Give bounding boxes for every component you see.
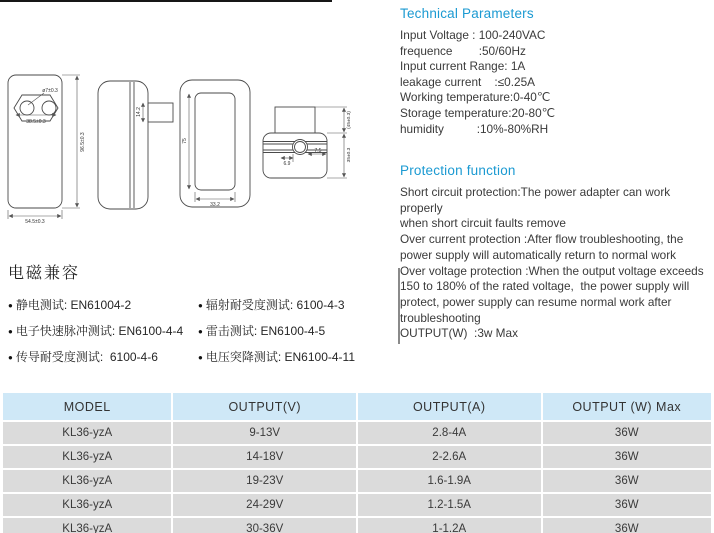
bullet-icon: ● — [8, 352, 13, 362]
protection-line: Short circuit protection:The power adapter can work properly — [400, 185, 674, 215]
dim-inner-width: 33.2 — [210, 202, 220, 208]
top-border-line — [0, 0, 332, 2]
protection-line: when short circuit faults remove — [400, 216, 566, 231]
cell-model: KL36-yzA — [3, 470, 171, 492]
col-header-output-w: OUTPUT (W) Max — [543, 393, 712, 420]
dim-pin-diameter: ø7±0.3 — [42, 88, 58, 94]
param-frequency: frequence :50/60Hz — [400, 43, 526, 58]
emc-test-voltage-dip — [198, 348, 398, 365]
adapter-technical-drawings — [0, 55, 360, 255]
cell-output-a: 1.6-1.9A — [358, 470, 541, 492]
cell-output-a: 1.2-1.5A — [358, 494, 541, 516]
protection-line: power supply will automatically return to normal work — [400, 247, 677, 262]
bullet-icon: ● — [198, 352, 203, 362]
output-spec-table — [1, 391, 713, 533]
drawing-back-view — [180, 80, 250, 207]
cell-output-w: 36W — [543, 446, 712, 468]
protection-output-max: OUTPUT(W) :3w Max — [400, 326, 518, 341]
emc-test-label: 电子快速脉冲测试: EN6100-4-4 — [15, 324, 184, 338]
protection-line: troubleshooting — [400, 310, 481, 325]
table-row — [3, 446, 711, 468]
bullet-icon: ● — [8, 300, 13, 310]
dim-inner-height: 75 — [182, 138, 188, 144]
param-leakage-current: leakage current :≤0.25A — [400, 74, 536, 89]
col-header-output-v: OUTPUT(V) — [173, 393, 356, 420]
dim-pin-span: 38.5±0.3 — [26, 119, 46, 125]
cell-output-v: 30-36V — [173, 518, 356, 533]
param-working-temperature: Working temperature:0-40℃ — [400, 90, 551, 105]
emc-test-radiated-immunity — [198, 296, 398, 313]
dim-jack-left: 6.9 — [283, 161, 291, 167]
emc-test-label: 辐射耐受度测试: 6100-4-3 — [205, 298, 345, 312]
cell-output-a: 1-1.2A — [358, 518, 541, 533]
technical-parameters-section — [400, 6, 712, 137]
technical-parameters-title: Technical Parameters — [400, 6, 534, 21]
param-storage-temperature: Storage temperature:20-80℃ — [400, 105, 555, 120]
dim-body-height: 96.5±0.3 — [80, 132, 86, 152]
dim-blade-width: 14.2 — [136, 107, 142, 117]
table-header-row — [3, 393, 711, 420]
cell-output-v: 9-13V — [173, 422, 356, 444]
drawing-top-view — [263, 107, 327, 178]
drawing-front-view — [8, 75, 62, 208]
param-input-current: Input current Range: 1A — [400, 59, 526, 74]
drawing-side-view — [98, 81, 173, 209]
protection-function-section — [400, 163, 714, 342]
dim-jack-right: 7.5 — [314, 148, 322, 154]
emc-test-label: 雷击测试: EN6100-4-5 — [205, 324, 326, 338]
emc-test-label: 静电测试: EN61004-2 — [15, 298, 132, 312]
emc-test-conducted-immunity — [8, 348, 198, 365]
protection-function-title: Protection function — [400, 163, 516, 178]
cell-output-v: 19-23V — [173, 470, 356, 492]
protection-line: 150 to 180% of the rated voltage, the power supply will — [400, 279, 690, 294]
emc-test-esd — [8, 296, 198, 313]
emc-test-label: 传导耐受度测试: 6100-4-6 — [15, 350, 158, 364]
col-header-output-a: OUTPUT(A) — [358, 393, 541, 420]
cell-output-w: 36W — [543, 518, 712, 533]
emc-test-surge — [198, 322, 398, 339]
emc-section — [8, 260, 398, 365]
bullet-icon: ● — [198, 326, 203, 336]
cell-output-w: 36W — [543, 494, 712, 516]
dim-body-width: 54.5±0.3 — [25, 219, 45, 225]
protection-line: Over current protection :After flow troubleshooting, the — [400, 232, 684, 247]
cell-output-v: 24-29V — [173, 494, 356, 516]
dim-body-depth: 35±0.3 — [347, 147, 352, 163]
emc-test-label: 电压突降测试: EN6100-4-11 — [205, 350, 356, 364]
cell-model: KL36-yzA — [3, 422, 171, 444]
bullet-icon: ● — [8, 326, 13, 336]
table-row — [3, 494, 711, 516]
cell-output-a: 2.8-4A — [358, 422, 541, 444]
cell-model: KL36-yzA — [3, 494, 171, 516]
protection-line: protect, power supply can resume normal work after — [400, 294, 672, 309]
emc-title: 电磁兼容 — [8, 265, 81, 282]
cell-output-w: 36W — [543, 470, 712, 492]
emc-test-eft — [8, 322, 198, 339]
cell-output-v: 14-18V — [173, 446, 356, 468]
cell-output-w: 36W — [543, 422, 712, 444]
bullet-icon: ● — [198, 300, 203, 310]
table-row — [3, 422, 711, 444]
col-header-model: MODEL — [3, 393, 171, 420]
cell-model: KL36-yzA — [3, 518, 171, 533]
dimension-labels — [25, 88, 352, 225]
dim-upper-depth: (45±0.3) — [347, 111, 352, 129]
protection-line: Over voltage protection :When the output voltage exceeds — [400, 263, 704, 278]
cell-output-a: 2-2.6A — [358, 446, 541, 468]
table-row — [3, 518, 711, 533]
param-humidity: humidity :10%-80%RH — [400, 121, 549, 136]
cell-model: KL36-yzA — [3, 446, 171, 468]
table-row — [3, 470, 711, 492]
param-input-voltage: Input Voltage : 100-240VAC — [400, 28, 546, 42]
